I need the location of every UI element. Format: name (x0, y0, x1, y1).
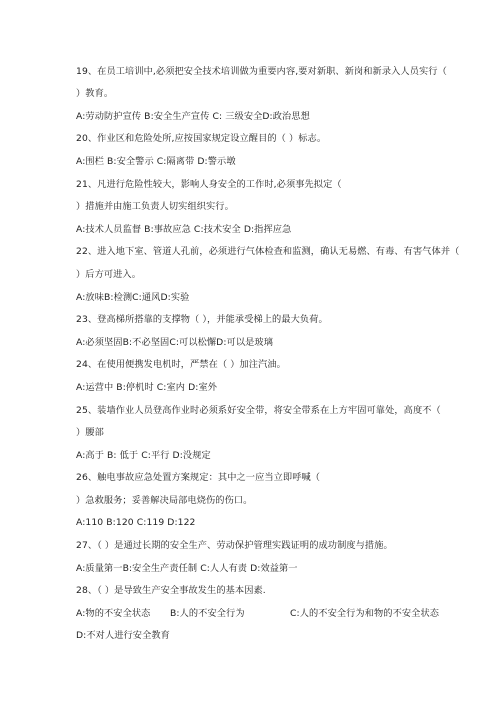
q28-option-b: B:人的不安全行为 (170, 608, 245, 619)
q28-option-d: D:不对人进行安全教育 (76, 630, 170, 641)
q25-stem-line1: 25、装墙作业人员登高作业时必须系好安全带，将安全带系在上方牢固可靠处，高度不（ (76, 405, 441, 416)
q19-stem-line2: ）教育。 (76, 88, 114, 99)
q25-stem-line2: ）腰部 (76, 427, 104, 438)
q21-options: A:技术人员监督 B:事故应急 C:技术安全 D:指挥应急 (76, 224, 292, 235)
q20-stem: 20、作业区和危险处所,应按国家规定设立醒目的（ ）标志。 (76, 133, 327, 144)
q27-stem: 27、（ ）是通过长期的安全生产、劳动保护管理实践证明的成功制度与措施。 (76, 540, 393, 551)
q27-options: A:质量第一B:安全生产责任制 C:人人有责 D:效益第一 (76, 563, 298, 574)
q26-stem-line1: 26、触电事故应急处置方案规定：其中之一应当立即呼喊（ (76, 472, 321, 483)
q22-stem-line1: 22、进入地下室、管道人孔前，必须进行气体检查和监测，确认无易燃、有毒、有害气体并（ (76, 246, 460, 257)
q23-options: A:必须坚固B:不必坚固C:可以松懈D:可以是玻璃 (76, 337, 273, 348)
q25-options: A:高于 B: 低于 C:平行 D:没规定 (76, 450, 211, 461)
q22-stem-line2: ）后方可进入。 (76, 269, 142, 280)
q20-options: A:围栏 B:安全警示 C:隔离带 D:警示墩 (76, 156, 236, 167)
q28-option-a: A:物的不安全状态 (76, 608, 151, 619)
q19-stem-line1: 19、在员工培训中,必须把安全技术培训做为重要内容,要对新职、新岗和新录入人员实行（ (76, 66, 447, 77)
q26-options: A:110 B:120 C:119 D:122 (76, 517, 196, 528)
q22-options: A:放味B:检测C:通风D:实验 (76, 292, 190, 303)
q24-options: A:运营中 B:停机时 C:室内 D:室外 (76, 382, 218, 393)
q26-stem-line2: ）急救服务；妥善解决局部电烧伤的伤口。 (76, 495, 253, 506)
q21-stem-line1: 21、凡进行危险性较大，影响人身安全的工作时,必须事先拟定（ (76, 179, 342, 190)
q24-stem: 24、在使用便携发电机时，严禁在（ ）加注汽油。 (76, 359, 286, 370)
q28-stem: 28、（ ）是导致生产安全事故发生的基本因素. (76, 585, 266, 596)
q23-stem: 23、登高梯所搭靠的支撑物（ ），并能承受梯上的最大负荷。 (76, 314, 328, 325)
q28-option-c: C:人的不安全行为和物的不安全状态 (290, 608, 440, 619)
q19-options: A:劳动防护宣传 B:安全生产宣传 C: 三级安全D:政治思想 (76, 111, 310, 122)
q21-stem-line2: ）措施并由施工负责人切实组织实行。 (76, 201, 234, 212)
